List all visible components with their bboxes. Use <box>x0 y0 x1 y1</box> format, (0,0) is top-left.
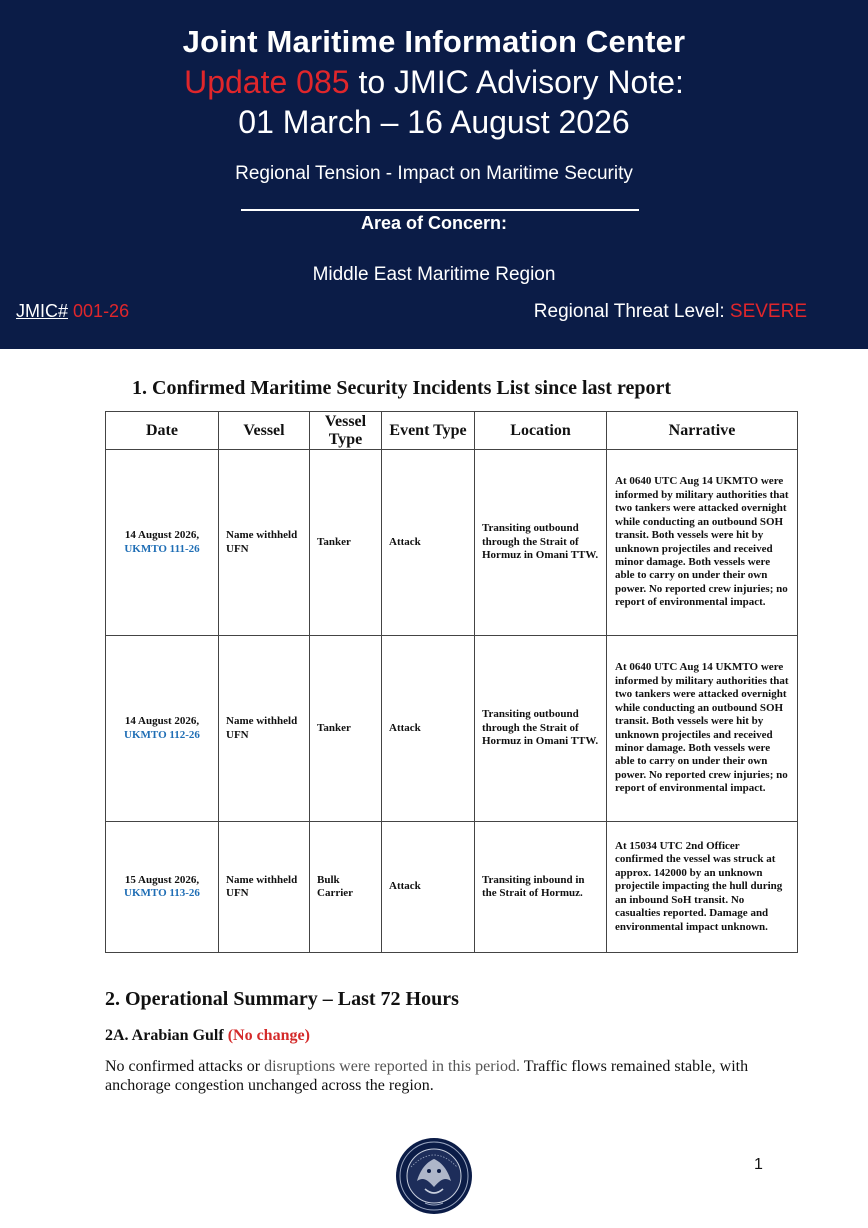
incident-date: 15 August 2026, <box>124 873 200 886</box>
update-rest: to JMIC Advisory Note: <box>349 64 684 100</box>
jmic-label: JMIC# <box>16 301 69 321</box>
cell-narrative: At 0640 UTC Aug 14 UKMTO were informed by military authorities that two tankers were attacked overnight while conducting an outbound SOH transit. Both vessels were hit by unknown projectiles and received minor damage. Both vessels were able to carry on under their own power. No reported crew injuries; no report of environmental impact. <box>607 636 798 822</box>
col-header-date: Date <box>106 412 219 450</box>
incident-date: 14 August 2026, <box>124 529 200 541</box>
col-header-vessel-type: Vessel Type <box>310 412 382 450</box>
table-row <box>106 822 798 953</box>
cell-narrative: At 15034 UTC 2nd Officer confirmed the vessel was struck at approx. 142000 by an unknown projectile impacting the hull during an inbound SoH transit. No casualties reported. Damage and environmental impact unknown. <box>607 822 798 953</box>
subsection-2a-heading <box>105 1027 310 1045</box>
para-part-3: Traffic flows remained stable, with anchorage congestion unchanged across the region. <box>105 1058 749 1094</box>
para-part-2: disruptions were reported in this period. <box>264 1058 521 1075</box>
area-of-concern-label: Area of Concern: <box>360 213 508 233</box>
page-number: 1 <box>754 1156 763 1173</box>
table-row <box>106 636 798 822</box>
cell-location: Transiting inbound in the Strait of Hormuz. <box>475 822 607 953</box>
table-row <box>106 450 798 636</box>
jmic-number: 001-26 <box>73 301 130 321</box>
report-subtitle: Regional Tension - Impact on Maritime Security <box>235 163 633 184</box>
cell-date <box>106 636 219 822</box>
jmic-reference <box>16 301 129 322</box>
cell-vessel-type: Tanker <box>310 450 382 636</box>
report-header <box>0 0 868 349</box>
jmic-seal-icon <box>395 1137 473 1215</box>
cell-vessel-type: Bulk Carrier <box>310 822 382 953</box>
section-1-heading: 1. Confirmed Maritime Security Incidents List since last report <box>132 377 671 399</box>
subsection-2a-status: (No change) <box>227 1027 310 1044</box>
cell-vessel-type: Tanker <box>310 636 382 822</box>
report-period: 01 March – 16 August 2026 <box>238 104 630 140</box>
update-number: Update 085 <box>184 64 350 100</box>
cell-location: Transiting outbound through the Strait of Hormuz in Omani TTW. <box>475 450 607 636</box>
cell-event-type: Attack <box>382 450 475 636</box>
table-header-row <box>106 412 798 450</box>
ukmto-reference: UKMTO 111-26 <box>124 542 200 555</box>
ukmto-reference: UKMTO 112-26 <box>124 728 200 741</box>
cell-vessel: Name withheld UFN <box>219 450 310 636</box>
cell-event-type: Attack <box>382 636 475 822</box>
col-header-event-type: Event Type <box>382 412 475 450</box>
update-line <box>0 64 868 101</box>
threat-level <box>534 301 807 323</box>
region-name: Middle East Maritime Region <box>312 264 556 285</box>
report-title: Joint Maritime Information Center <box>182 24 686 59</box>
incidents-table <box>105 411 798 953</box>
header-divider <box>241 209 639 211</box>
cell-event-type: Attack <box>382 822 475 953</box>
cell-location: Transiting outbound through the Strait of Hormuz in Omani TTW. <box>475 636 607 822</box>
cell-date <box>106 822 219 953</box>
ukmto-reference: UKMTO 113-26 <box>124 887 200 899</box>
col-header-vessel: Vessel <box>219 412 310 450</box>
cell-narrative: At 0640 UTC Aug 14 UKMTO were informed by military authorities that two tankers were attacked overnight while conducting an outbound SOH transit. Both vessels were hit by unknown projectiles and received minor damage. Both vessels were able to carry on under their own power. No reported crew injuries; no report of environmental impact. <box>607 450 798 636</box>
incident-date: 14 August 2026, <box>124 715 200 727</box>
cell-vessel: Name withheld UFN <box>219 636 310 822</box>
col-header-narrative: Narrative <box>607 412 798 450</box>
subsection-2a-title: 2A. Arabian Gulf <box>105 1027 224 1044</box>
threat-label: Regional Threat Level: <box>533 301 725 322</box>
section-2-heading: 2. Operational Summary – Last 72 Hours <box>105 988 459 1010</box>
threat-level-value: SEVERE <box>729 301 807 322</box>
para-part-1: No confirmed attacks or <box>105 1058 265 1075</box>
cell-vessel: Name withheld UFN <box>219 822 310 953</box>
col-header-location: Location <box>475 412 607 450</box>
cell-date <box>106 450 219 636</box>
subsection-2a-paragraph <box>105 1057 785 1095</box>
